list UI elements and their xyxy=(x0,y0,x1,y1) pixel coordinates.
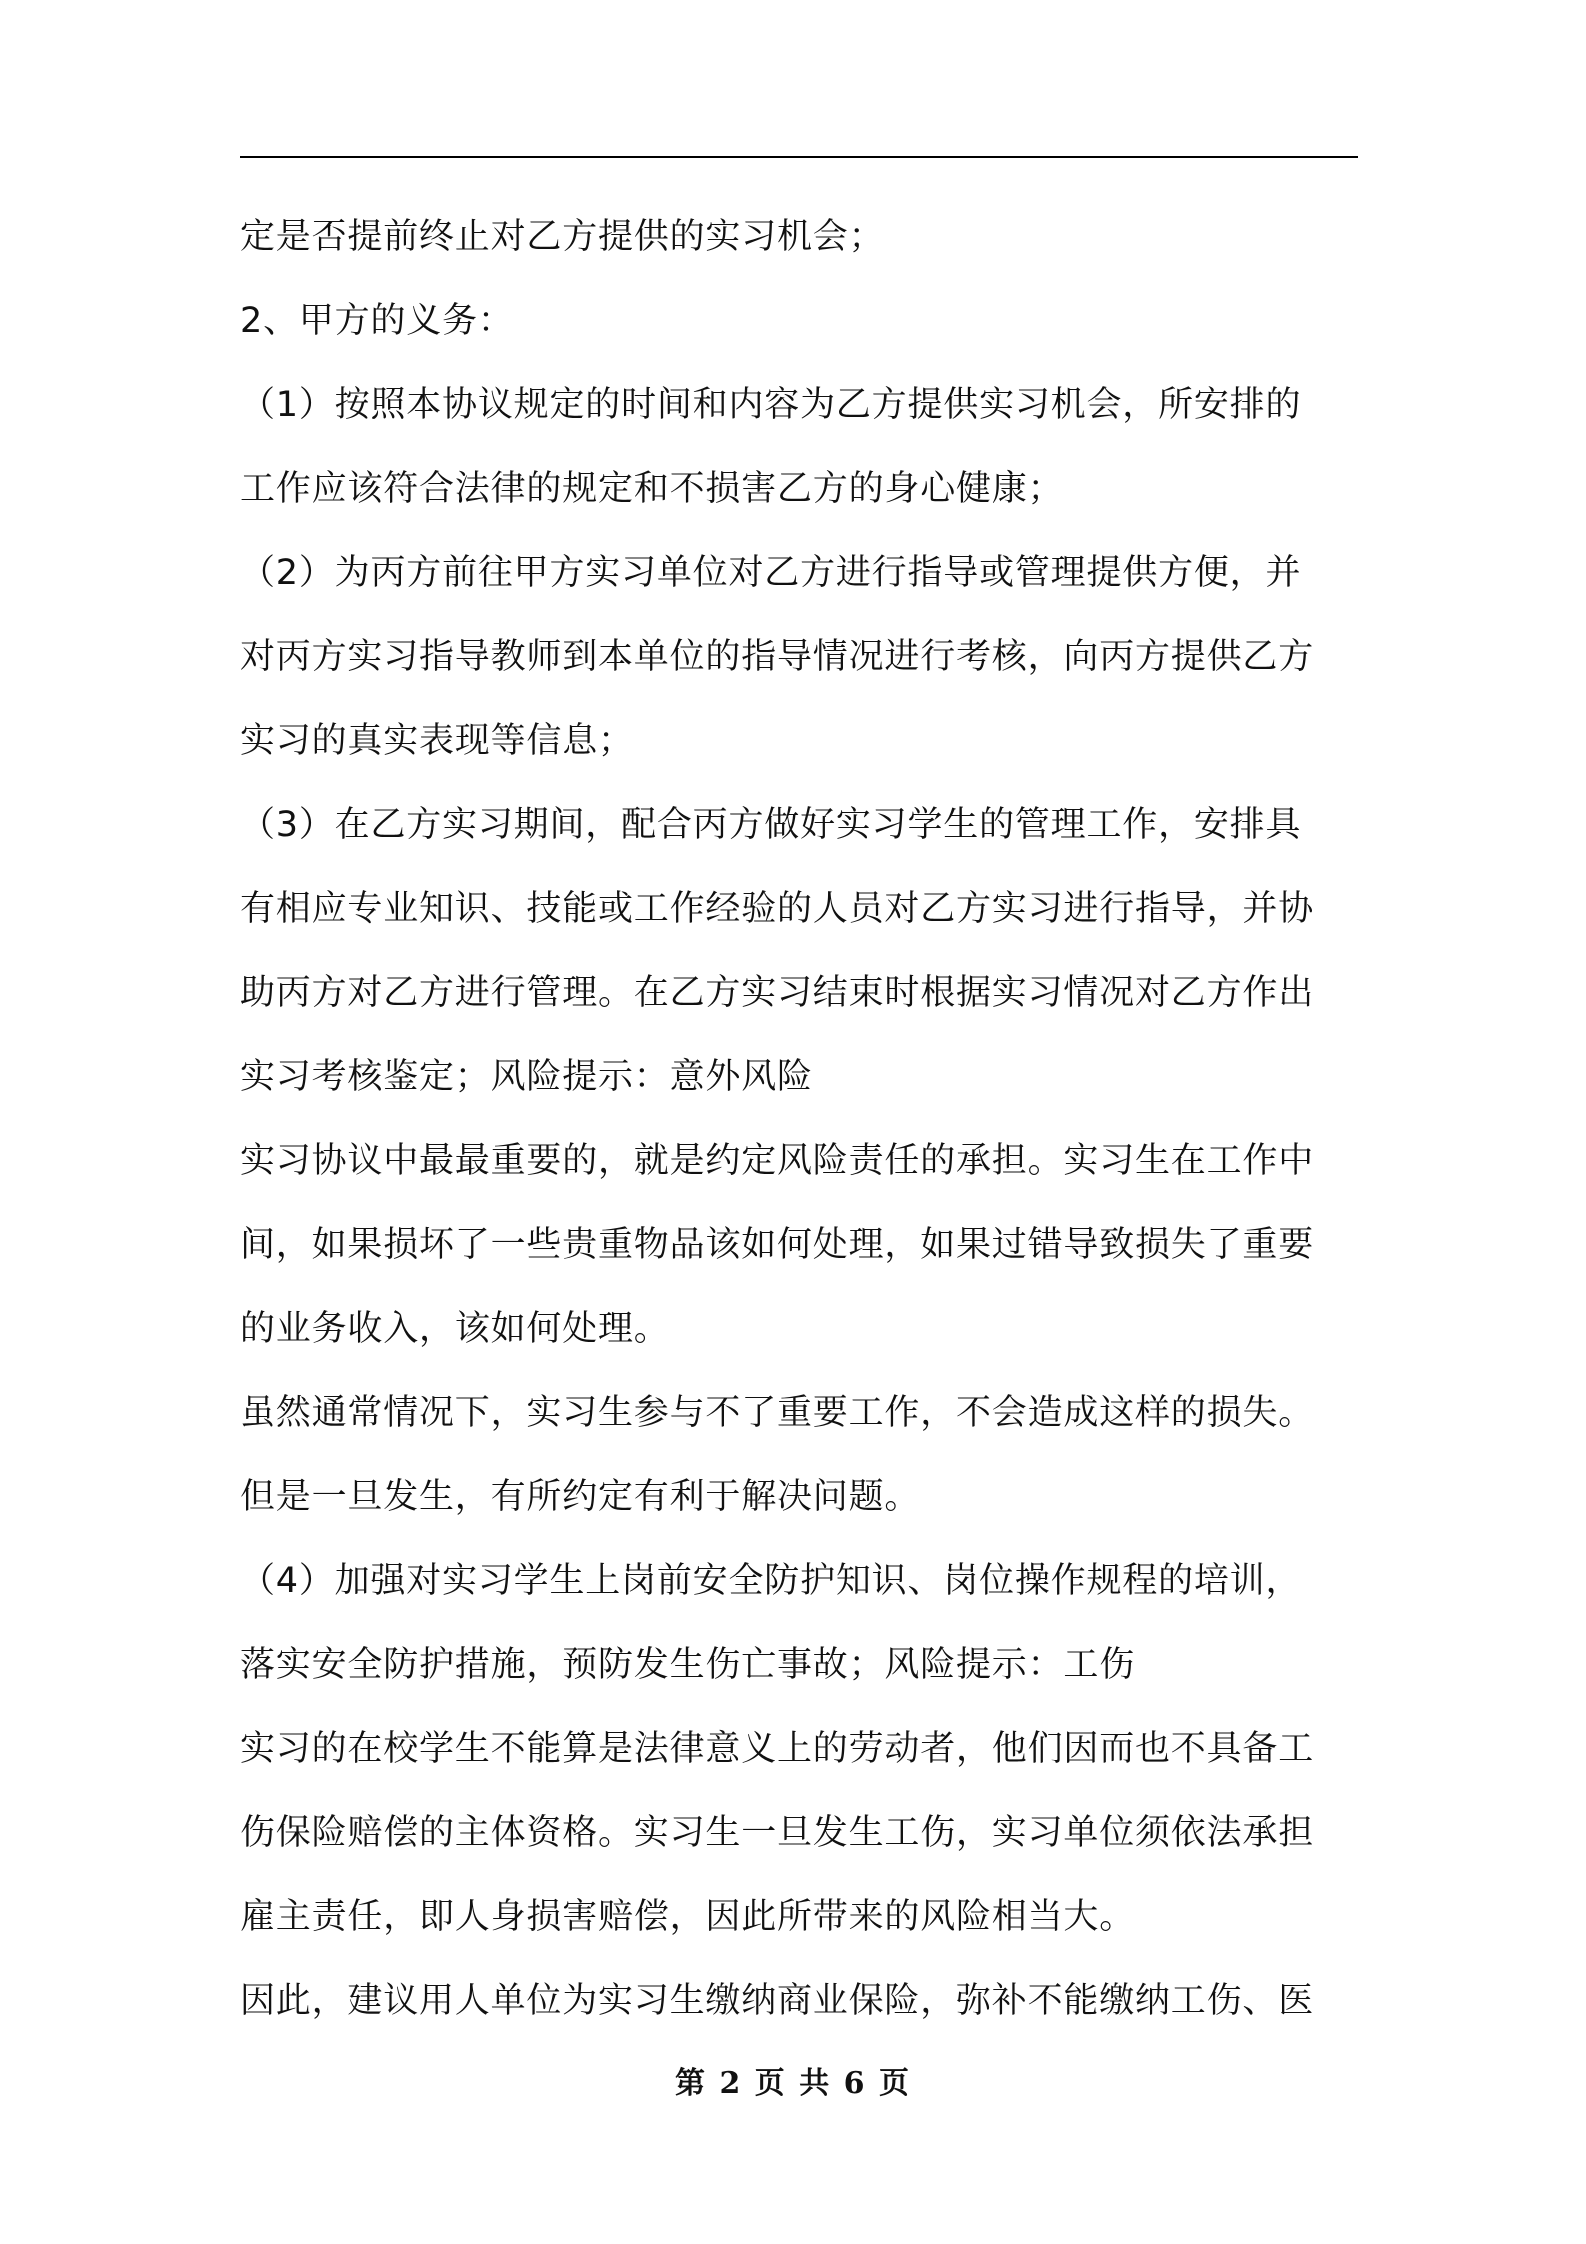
page-number-label: 第 2 页 共 6 页 xyxy=(675,2066,911,2101)
text-line: 定是否提前终止对乙方提供的实习机会； xyxy=(240,217,885,257)
text-line: 实习协议中最最重要的，就是约定风险责任的承担。实习生在工作中 xyxy=(240,1141,1315,1181)
text-line: 虽然通常情况下，实习生参与不了重要工作，不会造成这样的损失。 xyxy=(240,1393,1315,1433)
text-line: 实习的在校学生不能算是法律意义上的劳动者，他们因而也不具备工 xyxy=(240,1729,1315,1769)
text-line: （1）按照本协议规定的时间和内容为乙方提供实习机会，所安排的 xyxy=(240,385,1302,425)
text-line: 助丙方对乙方进行管理。在乙方实习结束时根据实习情况对乙方作出 xyxy=(240,973,1315,1013)
page-footer xyxy=(0,2058,1586,2102)
text-line: 间，如果损坏了一些贵重物品该如何处理，如果过错导致损失了重要 xyxy=(240,1225,1315,1265)
text-line: （2）为丙方前往甲方实习单位对乙方进行指导或管理提供方便，并 xyxy=(240,553,1302,593)
text-line: 伤保险赔偿的主体资格。实习生一旦发生工伤，实习单位须依法承担 xyxy=(240,1813,1315,1853)
text-line: （4）加强对实习学生上岗前安全防护知识、岗位操作规程的培训， xyxy=(240,1561,1302,1601)
text-line: 落实安全防护措施，预防发生伤亡事故；风险提示：工伤 xyxy=(240,1645,1136,1685)
text-line: 因此，建议用人单位为实习生缴纳商业保险，弥补不能缴纳工伤、医 xyxy=(240,1981,1315,2021)
text-line: 但是一旦发生，有所约定有利于解决问题。 xyxy=(240,1477,921,1517)
text-line: 雇主责任，即人身损害赔偿，因此所带来的风险相当大。 xyxy=(240,1897,1136,1937)
header-rule xyxy=(240,156,1358,158)
text-line: 实习的真实表现等信息； xyxy=(240,721,634,761)
text-line: 对丙方实习指导教师到本单位的指导情况进行考核，向丙方提供乙方 xyxy=(240,637,1315,677)
text-line: 的业务收入，该如何处理。 xyxy=(240,1309,670,1349)
text-line: 工作应该符合法律的规定和不损害乙方的身心健康； xyxy=(240,469,1064,509)
document-body xyxy=(240,195,1358,2043)
text-line: 有相应专业知识、技能或工作经验的人员对乙方实习进行指导，并协 xyxy=(240,889,1315,929)
text-line: （3）在乙方实习期间，配合丙方做好实习学生的管理工作，安排具 xyxy=(240,805,1302,845)
text-line: 实习考核鉴定；风险提示：意外风险 xyxy=(240,1057,813,1097)
section-heading: 2、甲方的义务： xyxy=(240,301,514,341)
